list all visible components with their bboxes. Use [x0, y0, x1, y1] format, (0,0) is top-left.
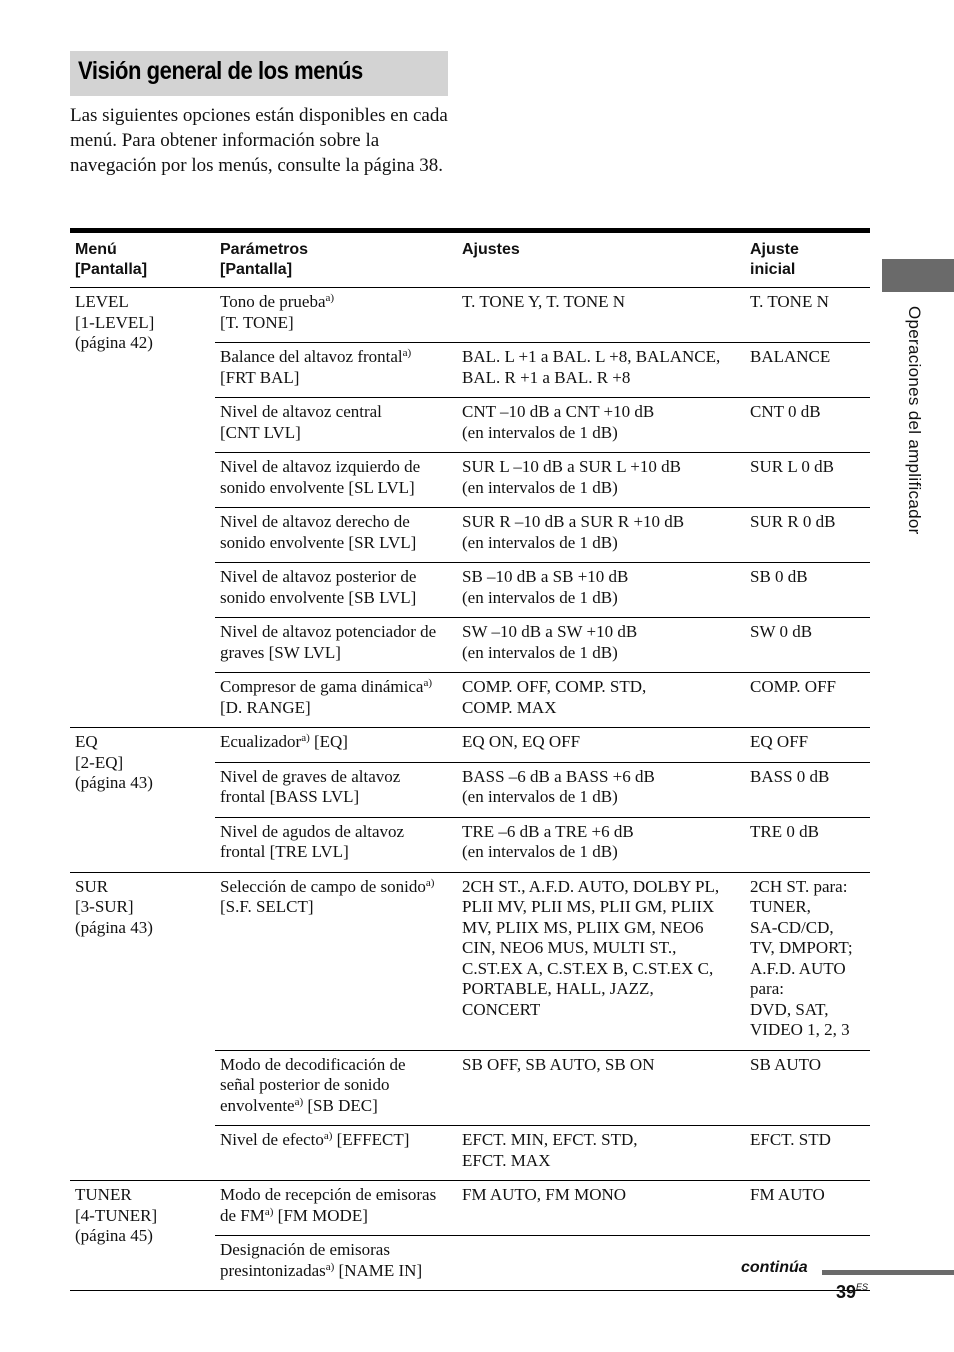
settings-line: T. TONE Y, T. TONE N [462, 292, 626, 311]
settings-line: COMP. MAX [462, 697, 557, 717]
settings-cell [457, 872, 745, 1050]
menu-line: LEVEL [75, 292, 129, 311]
initial-setting-line: SW 0 dB [750, 622, 813, 641]
parameter-name: envolvente [220, 1095, 295, 1115]
parameter-name: Tono de prueba [220, 292, 326, 311]
menu-line: [3-SUR] [75, 897, 134, 916]
initial-setting-line: BASS 0 dB [750, 766, 830, 786]
initial-setting-cell [745, 762, 870, 817]
parameter-cell [215, 288, 457, 343]
parameter-cell [215, 762, 457, 817]
settings-cell [457, 508, 745, 563]
parameter-line: Nivel de altavoz derecho de [220, 512, 410, 531]
parameter-line: frontal [BASS LVL] [220, 787, 360, 806]
footnote-mark: a) [264, 1205, 274, 1218]
settings-line: SB –10 dB a SB +10 dB [462, 567, 629, 586]
initial-setting-line: COMP. OFF [750, 677, 836, 696]
section-tab-marker [882, 259, 954, 292]
parameter-line: sonido envolvente [SB LVL] [220, 587, 417, 607]
settings-cell [457, 1236, 745, 1291]
section-side-label: Operaciones del amplificador [905, 306, 924, 535]
parameter-line: [CNT LVL] [220, 422, 301, 442]
parameter-line: Designación de emisoras [220, 1240, 390, 1259]
settings-line: BAL. R +1 a BAL. R +8 [462, 367, 631, 387]
menu-line: (página 43) [75, 773, 153, 792]
menu-cell [70, 288, 215, 728]
parameter-cell [215, 728, 457, 763]
initial-setting-line: SA-CD/CD, [750, 917, 834, 937]
header-parameters: Parámetros [Pantalla] [215, 231, 457, 288]
page-title: Visión general de los menús [78, 57, 363, 85]
settings-cell [457, 1126, 745, 1181]
parameter-cell [215, 872, 457, 1050]
settings-cell [457, 563, 745, 618]
settings-line: (en intervalos de 1 dB) [462, 787, 618, 806]
parameter-name: Nivel de efecto [220, 1130, 324, 1149]
menu-line: TUNER [75, 1185, 132, 1204]
continues-bar [822, 1270, 954, 1275]
initial-setting-line: EQ OFF [750, 732, 809, 751]
settings-line: (en intervalos de 1 dB) [462, 422, 618, 442]
parameter-display: [SB DEC] [303, 1095, 378, 1115]
parameter-line [220, 732, 452, 753]
initial-setting-cell [745, 508, 870, 563]
settings-line: COMP. OFF, COMP. STD, [462, 677, 647, 696]
parameter-cell [215, 563, 457, 618]
settings-cell [457, 343, 745, 398]
settings-line: CNT –10 dB a CNT +10 dB [462, 402, 655, 421]
initial-setting-line: DVD, SAT, [750, 999, 829, 1019]
parameter-line [220, 677, 452, 698]
footnote-mark: a) [325, 1260, 335, 1273]
section-title-box [70, 51, 448, 96]
initial-setting-cell [745, 343, 870, 398]
settings-cell [457, 618, 745, 673]
initial-setting-line: TV, DMPORT; [750, 938, 853, 957]
parameter-name: presintonizadas [220, 1260, 326, 1280]
initial-setting-cell [745, 618, 870, 673]
initial-setting-cell [745, 817, 870, 872]
parameter-cell [215, 1126, 457, 1181]
parameter-display: [D. RANGE] [220, 697, 311, 717]
menu-cell [70, 1181, 215, 1291]
initial-setting-line: EFCT. STD [750, 1130, 831, 1149]
parameter-name: de FM [220, 1205, 265, 1225]
initial-setting-cell [745, 1050, 870, 1126]
settings-cell [457, 288, 745, 343]
parameter-line [220, 1261, 452, 1282]
table-row [70, 728, 870, 763]
initial-setting-line: VIDEO 1, 2, 3 [750, 1020, 850, 1039]
header-initial-setting: Ajuste inicial [745, 231, 870, 288]
settings-cell [457, 762, 745, 817]
parameter-line: señal posterior de sonido [220, 1075, 390, 1094]
parameter-line: Nivel de altavoz izquierdo de [220, 457, 421, 476]
menu-line: [4-TUNER] [75, 1205, 158, 1225]
parameter-cell [215, 398, 457, 453]
menu-line: SUR [75, 876, 109, 896]
parameter-cell [215, 673, 457, 728]
parameter-line: frontal [TRE LVL] [220, 842, 349, 861]
settings-line: SW –10 dB a SW +10 dB [462, 622, 638, 641]
menu-line: (página 43) [75, 917, 153, 937]
settings-line: SUR R –10 dB a SUR R +10 dB [462, 512, 685, 531]
settings-line: (en intervalos de 1 dB) [462, 587, 618, 607]
settings-cell [457, 1181, 745, 1236]
footnote-mark: a) [325, 292, 335, 304]
parameter-name: Selección de campo de sonido [220, 876, 426, 896]
footnote-mark: a) [423, 677, 433, 689]
settings-line: 2CH ST., A.F.D. AUTO, DOLBY PL, [462, 876, 720, 896]
settings-line: CONCERT [462, 999, 541, 1019]
settings-cell [457, 728, 745, 763]
footnote-mark: a) [402, 347, 412, 359]
parameter-cell [215, 343, 457, 398]
settings-line: (en intervalos de 1 dB) [462, 642, 618, 662]
initial-setting-line: A.F.D. AUTO [750, 958, 846, 978]
settings-line: EQ ON, EQ OFF [462, 732, 581, 751]
parameter-line: sonido envolvente [SR LVL] [220, 532, 417, 552]
initial-setting-cell [745, 563, 870, 618]
settings-cell [457, 453, 745, 508]
footnote-mark: a) [425, 876, 435, 889]
header-menu: Menú [Pantalla] [70, 231, 215, 288]
parameter-line: Modo de recepción de emisoras [220, 1185, 437, 1204]
settings-cell [457, 1050, 745, 1126]
settings-cell [457, 817, 745, 872]
menu-line: EQ [75, 732, 98, 751]
settings-line: PORTABLE, HALL, JAZZ, [462, 979, 654, 998]
parameter-cell [215, 817, 457, 872]
intro-paragraph: Las siguientes opciones están disponibles en cada menú. Para obtener información sobre la navegación por los menús, consulte la página 38. [70, 105, 448, 176]
parameter-line: Nivel de altavoz potenciador de [220, 622, 437, 641]
settings-line: EFCT. MIN, EFCT. STD, [462, 1130, 638, 1149]
settings-cell [457, 398, 745, 453]
initial-setting-line: SB 0 dB [750, 567, 808, 586]
initial-setting-line: T. TONE N [750, 292, 829, 311]
settings-line: BASS –6 dB a BASS +6 dB [462, 766, 655, 786]
initial-setting-cell [745, 872, 870, 1050]
parameter-name: Compresor de gama dinámica [220, 677, 424, 696]
parameter-line: sonido envolvente [SL LVL] [220, 477, 415, 497]
parameter-cell [215, 1181, 457, 1236]
menu-cell [70, 872, 215, 1181]
parameter-display: [NAME IN] [334, 1260, 423, 1280]
settings-line: TRE –6 dB a TRE +6 dB [462, 821, 634, 841]
parameter-line: Nivel de altavoz central [220, 402, 382, 421]
parameter-line [220, 292, 452, 313]
initial-setting-line: SUR L 0 dB [750, 457, 834, 476]
parameter-line [220, 1130, 452, 1151]
parameter-line: Modo de decodificación de [220, 1054, 406, 1074]
parameter-display: [EFFECT] [332, 1130, 410, 1149]
settings-line: (en intervalos de 1 dB) [462, 842, 618, 861]
parameter-cell [215, 618, 457, 673]
initial-setting-line: CNT 0 dB [750, 402, 821, 421]
settings-line: CIN, NEO6 MUS, MULTI ST., [462, 938, 677, 957]
initial-setting-line: BALANCE [750, 347, 831, 366]
settings-cell [457, 673, 745, 728]
settings-line: C.ST.EX A, C.ST.EX B, C.ST.EX C, [462, 958, 714, 978]
settings-line: BAL. L +1 a BAL. L +8, BALANCE, [462, 347, 721, 366]
parameter-line [220, 877, 452, 898]
parameter-cell [215, 1236, 457, 1291]
parameter-name: Balance del altavoz frontal [220, 347, 403, 366]
menu-line: (página 45) [75, 1226, 153, 1245]
parameter-name: Ecualizador [220, 732, 302, 751]
parameter-cell [215, 453, 457, 508]
menu-table [70, 228, 870, 1291]
table-row [70, 1181, 870, 1236]
header-settings: Ajustes [457, 231, 745, 288]
footnote-mark: a) [301, 732, 310, 744]
footnote-mark: a) [294, 1095, 304, 1108]
page-number: $39^{ES}$ [836, 1282, 869, 1302]
continues-label: continúa [741, 1259, 808, 1276]
parameter-line: graves [SW LVL] [220, 642, 341, 662]
footnote-mark: a) [323, 1130, 333, 1142]
table-row [70, 288, 870, 343]
parameter-display: [S.F. SELCT] [220, 897, 314, 916]
parameter-display: [FM MODE] [273, 1205, 368, 1225]
settings-line: SUR L –10 dB a SUR L +10 dB [462, 457, 681, 476]
table-header-row [70, 231, 870, 288]
parameter-display: [EQ] [309, 732, 348, 751]
settings-line: (en intervalos de 1 dB) [462, 477, 618, 497]
initial-setting-cell [745, 453, 870, 508]
initial-setting-line: TUNER, [750, 897, 811, 916]
parameter-line [220, 1206, 452, 1227]
parameter-cell [215, 1050, 457, 1126]
settings-line: MV, PLIIX MS, PLIIX GM, NEO6 [462, 917, 704, 937]
table-body [70, 288, 870, 1291]
initial-setting-line: SUR R 0 dB [750, 512, 836, 531]
settings-line: PLII MV, PLII MS, PLII GM, PLIIX [462, 897, 715, 916]
initial-setting-cell [745, 1181, 870, 1236]
initial-setting-cell [745, 398, 870, 453]
initial-setting-line: TRE 0 dB [750, 821, 819, 841]
menu-line: [2-EQ] [75, 752, 124, 772]
settings-line: (en intervalos de 1 dB) [462, 532, 618, 552]
menu-line: (página 42) [75, 333, 153, 352]
parameter-display: [T. TONE] [220, 312, 294, 332]
parameter-line: Nivel de altavoz posterior de [220, 567, 417, 586]
initial-setting-line: FM AUTO [750, 1185, 825, 1204]
parameter-display: [FRT BAL] [220, 367, 300, 387]
settings-line: EFCT. MAX [462, 1150, 551, 1170]
initial-setting-cell [745, 288, 870, 343]
initial-setting-line: SB AUTO [750, 1054, 822, 1074]
menu-cell [70, 728, 215, 873]
settings-line: FM AUTO, FM MONO [462, 1185, 627, 1204]
initial-setting-line: 2CH ST. para: [750, 876, 848, 896]
parameter-line [220, 347, 452, 368]
settings-line: SB OFF, SB AUTO, SB ON [462, 1054, 655, 1074]
parameter-line: Nivel de graves de altavoz [220, 766, 401, 786]
initial-setting-cell [745, 673, 870, 728]
table-row [70, 872, 870, 1050]
parameter-cell [215, 508, 457, 563]
parameter-line: Nivel de agudos de altavoz [220, 821, 405, 841]
menu-line: [1-LEVEL] [75, 312, 155, 332]
parameter-line [220, 1096, 452, 1117]
initial-setting-cell [745, 1126, 870, 1181]
initial-setting-line: para: [750, 979, 784, 998]
initial-setting-cell [745, 728, 870, 763]
